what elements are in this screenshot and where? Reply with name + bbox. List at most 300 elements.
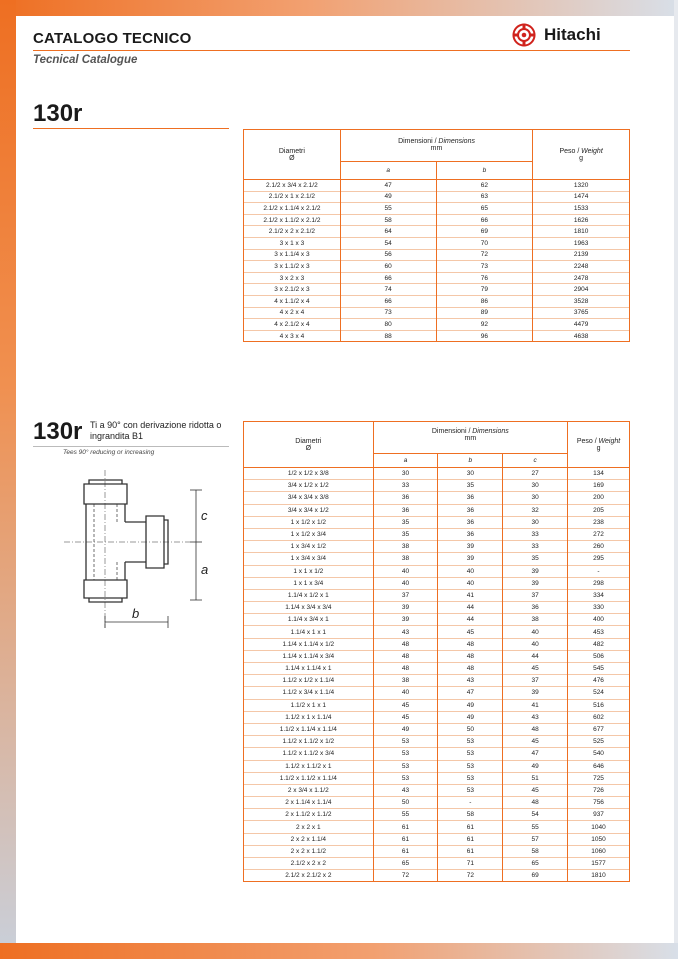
table-row: [244, 516, 630, 528]
value-cell: 58: [438, 809, 503, 821]
diameter-cell: 3/4 x 3/4 x 3/8: [244, 492, 374, 504]
value-cell: 2478: [533, 272, 630, 284]
value-cell: 41: [438, 589, 503, 601]
value-cell: 65: [436, 203, 533, 215]
diameter-cell: 1.1/2 x 1.1/2 x 1/2: [244, 736, 374, 748]
value-cell: 1577: [568, 858, 630, 870]
diameter-cell: 2.1/2 x 1 x 2.1/2: [244, 191, 341, 203]
value-cell: 49: [503, 760, 568, 772]
value-cell: 35: [373, 528, 438, 540]
diameter-cell: 1.1/2 x 1.1/4 x 1.1/4: [244, 723, 374, 735]
left-gradient-bar: [0, 0, 16, 959]
diameter-cell: 3 x 2 x 3: [244, 272, 341, 284]
value-cell: 298: [568, 577, 630, 589]
value-cell: 756: [568, 797, 630, 809]
table2-sub-c: c: [503, 454, 568, 468]
table-row: [244, 226, 630, 238]
diameter-cell: 1.1/4 x 1.1/4 x 3/4: [244, 650, 374, 662]
table1-header-weight: Peso / Weight g: [533, 130, 630, 180]
value-cell: 1060: [568, 845, 630, 857]
value-cell: 602: [568, 711, 630, 723]
value-cell: 36: [503, 602, 568, 614]
value-cell: 50: [373, 797, 438, 809]
value-cell: 61: [438, 833, 503, 845]
value-cell: 482: [568, 638, 630, 650]
value-cell: 39: [503, 577, 568, 589]
value-cell: 40: [503, 638, 568, 650]
value-cell: 33: [373, 480, 438, 492]
table2-sub-a: a: [373, 454, 438, 468]
diameter-cell: 2 x 1.1/2 x 1.1/2: [244, 809, 374, 821]
table1-sub-a: a: [340, 162, 436, 180]
value-cell: 30: [503, 480, 568, 492]
value-cell: 66: [340, 272, 436, 284]
value-cell: 27: [503, 468, 568, 480]
diameter-cell: 4 x 2.1/2 x 4: [244, 319, 341, 331]
value-cell: 45: [373, 699, 438, 711]
value-cell: 35: [503, 553, 568, 565]
value-cell: 72: [373, 870, 438, 882]
value-cell: 69: [436, 226, 533, 238]
value-cell: 506: [568, 650, 630, 662]
value-cell: 43: [373, 784, 438, 796]
value-cell: 646: [568, 760, 630, 772]
value-cell: 69: [503, 870, 568, 882]
diameter-cell: 1.1/2 x 1 x 1: [244, 699, 374, 711]
value-cell: 48: [438, 638, 503, 650]
value-cell: 54: [503, 809, 568, 821]
value-cell: 44: [438, 602, 503, 614]
catalog-subtitle: Tecnical Catalogue: [33, 54, 138, 66]
value-cell: 39: [503, 565, 568, 577]
value-cell: 60: [340, 261, 436, 273]
table-row: [244, 638, 630, 650]
value-cell: 53: [373, 760, 438, 772]
value-cell: 53: [373, 748, 438, 760]
value-cell: 71: [438, 858, 503, 870]
value-cell: 66: [436, 214, 533, 226]
value-cell: 32: [503, 504, 568, 516]
table-row: [244, 614, 630, 626]
table-row: [244, 602, 630, 614]
table1-sub-b: b: [436, 162, 533, 180]
value-cell: 89: [436, 307, 533, 319]
table-row: [244, 504, 630, 516]
value-cell: 1810: [568, 870, 630, 882]
value-cell: 476: [568, 675, 630, 687]
diameter-cell: 1.1/4 x 1/2 x 1: [244, 589, 374, 601]
table-row: [244, 711, 630, 723]
value-cell: 47: [503, 748, 568, 760]
table-row: [244, 237, 630, 249]
dimension-label-a: a: [201, 562, 209, 577]
table-row: [244, 480, 630, 492]
table-row: [244, 675, 630, 687]
value-cell: 53: [438, 784, 503, 796]
value-cell: 1320: [533, 180, 630, 192]
table-row: [244, 191, 630, 203]
diameter-cell: 1.1/4 x 1.1/4 x 1: [244, 663, 374, 675]
value-cell: 1963: [533, 237, 630, 249]
value-cell: 36: [373, 504, 438, 516]
value-cell: 4638: [533, 330, 630, 342]
value-cell: 76: [436, 272, 533, 284]
value-cell: 49: [373, 723, 438, 735]
value-cell: 35: [373, 516, 438, 528]
diameter-cell: 3 x 1.1/4 x 3: [244, 249, 341, 261]
value-cell: 1474: [533, 191, 630, 203]
value-cell: 1626: [533, 214, 630, 226]
diameter-cell: 3 x 1 x 3: [244, 237, 341, 249]
value-cell: 545: [568, 663, 630, 675]
value-cell: 66: [340, 295, 436, 307]
table-row: [244, 748, 630, 760]
value-cell: 48: [438, 650, 503, 662]
dimension-label-c: c: [201, 508, 208, 523]
value-cell: 2904: [533, 284, 630, 296]
value-cell: 540: [568, 748, 630, 760]
value-cell: 53: [438, 772, 503, 784]
diameter-cell: 2.1/2 x 2.1/2 x 2: [244, 870, 374, 882]
value-cell: 38: [373, 675, 438, 687]
value-cell: 30: [438, 468, 503, 480]
diameter-cell: 1.1/2 x 1 x 1.1/4: [244, 711, 374, 723]
value-cell: 48: [373, 650, 438, 662]
diameter-cell: 1.1/2 x 1.1/2 x 3/4: [244, 748, 374, 760]
value-cell: 40: [373, 687, 438, 699]
value-cell: 80: [340, 319, 436, 331]
table-row: [244, 553, 630, 565]
value-cell: 96: [436, 330, 533, 342]
value-cell: 1533: [533, 203, 630, 215]
header-divider: [33, 50, 630, 51]
value-cell: 40: [373, 565, 438, 577]
diameter-cell: 1/2 x 1/2 x 3/8: [244, 468, 374, 480]
value-cell: 55: [503, 821, 568, 833]
diameter-cell: 4 x 1.1/2 x 4: [244, 295, 341, 307]
table-row: [244, 261, 630, 273]
value-cell: 61: [373, 833, 438, 845]
table-row: [244, 330, 630, 342]
value-cell: 50: [438, 723, 503, 735]
value-cell: 61: [438, 845, 503, 857]
diameter-cell: 3 x 1.1/2 x 3: [244, 261, 341, 273]
value-cell: 37: [503, 675, 568, 687]
value-cell: 36: [373, 492, 438, 504]
value-cell: 61: [438, 821, 503, 833]
value-cell: 725: [568, 772, 630, 784]
value-cell: 36: [438, 528, 503, 540]
diameter-cell: 3 x 2.1/2 x 3: [244, 284, 341, 296]
value-cell: 88: [340, 330, 436, 342]
diameter-cell: 2.1/2 x 1.1/2 x 2.1/2: [244, 214, 341, 226]
value-cell: 45: [503, 736, 568, 748]
value-cell: 400: [568, 614, 630, 626]
diameter-cell: 2 x 2 x 1.1/2: [244, 845, 374, 857]
diameter-cell: 2 x 2 x 1: [244, 821, 374, 833]
table-row: [244, 214, 630, 226]
value-cell: 36: [438, 492, 503, 504]
diameter-cell: 1 x 1 x 3/4: [244, 577, 374, 589]
table-row: [244, 272, 630, 284]
value-cell: 48: [438, 663, 503, 675]
table-row: [244, 492, 630, 504]
value-cell: 39: [373, 614, 438, 626]
value-cell: 726: [568, 784, 630, 796]
table2-header-diametri: Diametri Ø: [244, 422, 374, 468]
section1-table: [243, 129, 630, 342]
value-cell: 41: [503, 699, 568, 711]
value-cell: 453: [568, 626, 630, 638]
value-cell: 39: [438, 541, 503, 553]
value-cell: 65: [373, 858, 438, 870]
table-row: [244, 589, 630, 601]
value-cell: 200: [568, 492, 630, 504]
value-cell: 334: [568, 589, 630, 601]
value-cell: 40: [373, 577, 438, 589]
diameter-cell: 4 x 2 x 4: [244, 307, 341, 319]
value-cell: 260: [568, 541, 630, 553]
table-row: [244, 468, 630, 480]
table-row: [244, 203, 630, 215]
value-cell: 58: [503, 845, 568, 857]
value-cell: 524: [568, 687, 630, 699]
value-cell: 44: [438, 614, 503, 626]
value-cell: 30: [373, 468, 438, 480]
section2-description-en: Tees 90° reducing or increasing: [63, 449, 155, 456]
diameter-cell: 2 x 1.1/4 x 1.1/4: [244, 797, 374, 809]
table-row: [244, 784, 630, 796]
value-cell: 48: [373, 663, 438, 675]
value-cell: 53: [373, 772, 438, 784]
value-cell: 3765: [533, 307, 630, 319]
table2-header-dimensions: Dimensioni / Dimensions mm: [373, 422, 567, 454]
table2-header-weight: Peso / Weight g: [568, 422, 630, 468]
value-cell: -: [568, 565, 630, 577]
value-cell: 55: [340, 203, 436, 215]
value-cell: 40: [438, 565, 503, 577]
table-row: [244, 797, 630, 809]
diameter-cell: 1.1/2 x 1/2 x 1.1/4: [244, 675, 374, 687]
diameter-cell: 4 x 3 x 4: [244, 330, 341, 342]
value-cell: 33: [503, 528, 568, 540]
section2-divider: [33, 446, 229, 447]
value-cell: 48: [503, 723, 568, 735]
value-cell: 53: [438, 760, 503, 772]
value-cell: 73: [436, 261, 533, 273]
value-cell: 39: [438, 553, 503, 565]
value-cell: 49: [438, 711, 503, 723]
diameter-cell: 1.1/4 x 1 x 1: [244, 626, 374, 638]
section1-divider: [33, 128, 229, 129]
table-row: [244, 833, 630, 845]
diameter-cell: 1.1/2 x 1.1/2 x 1: [244, 760, 374, 772]
value-cell: 58: [340, 214, 436, 226]
value-cell: 43: [438, 675, 503, 687]
top-gradient-bar: [0, 0, 678, 16]
table-row: [244, 626, 630, 638]
bottom-gradient-bar: [0, 943, 678, 959]
diameter-cell: 2.1/2 x 3/4 x 2.1/2: [244, 180, 341, 192]
section1-code: 130r: [33, 100, 83, 127]
value-cell: 61: [373, 845, 438, 857]
table-row: [244, 307, 630, 319]
table1-header-diametri: Diametri Ø: [244, 130, 341, 180]
value-cell: 45: [503, 784, 568, 796]
table-row: [244, 541, 630, 553]
diameter-cell: 1 x 1/2 x 3/4: [244, 528, 374, 540]
value-cell: 37: [373, 589, 438, 601]
value-cell: 1050: [568, 833, 630, 845]
diameter-cell: 2 x 2 x 1.1/4: [244, 833, 374, 845]
table-row: [244, 650, 630, 662]
value-cell: 57: [503, 833, 568, 845]
value-cell: 45: [503, 663, 568, 675]
value-cell: 86: [436, 295, 533, 307]
value-cell: 48: [373, 638, 438, 650]
diameter-cell: 2.1/2 x 2 x 2: [244, 858, 374, 870]
table-row: [244, 577, 630, 589]
value-cell: 55: [373, 809, 438, 821]
value-cell: 63: [436, 191, 533, 203]
diameter-cell: 1 x 3/4 x 1/2: [244, 541, 374, 553]
value-cell: 1810: [533, 226, 630, 238]
diameter-cell: 1.1/4 x 3/4 x 1: [244, 614, 374, 626]
catalog-title: CATALOGO TECNICO: [33, 30, 192, 47]
value-cell: 38: [503, 614, 568, 626]
value-cell: 73: [340, 307, 436, 319]
section2-description-it: Ti a 90° con derivazione ridotta o ingrandita B1: [90, 420, 222, 441]
diameter-cell: 2.1/2 x 2 x 2.1/2: [244, 226, 341, 238]
value-cell: 330: [568, 602, 630, 614]
value-cell: 40: [503, 626, 568, 638]
value-cell: 49: [438, 699, 503, 711]
table-row: [244, 699, 630, 711]
value-cell: 30: [503, 492, 568, 504]
table-row: [244, 809, 630, 821]
value-cell: 61: [373, 821, 438, 833]
table-row: [244, 284, 630, 296]
value-cell: 53: [373, 736, 438, 748]
value-cell: 2248: [533, 261, 630, 273]
value-cell: 169: [568, 480, 630, 492]
value-cell: 47: [340, 180, 436, 192]
value-cell: 3528: [533, 295, 630, 307]
diameter-cell: 1.1/2 x 1.1/2 x 1.1/4: [244, 772, 374, 784]
table-row: [244, 760, 630, 772]
table-row: [244, 858, 630, 870]
value-cell: 30: [503, 516, 568, 528]
diameter-cell: 1 x 1/2 x 1/2: [244, 516, 374, 528]
value-cell: 43: [373, 626, 438, 638]
diameter-cell: 1.1/2 x 3/4 x 1.1/4: [244, 687, 374, 699]
section2-table: [243, 421, 630, 882]
table-row: [244, 319, 630, 331]
value-cell: 39: [373, 602, 438, 614]
value-cell: 72: [436, 249, 533, 261]
table-row: [244, 821, 630, 833]
table-row: [244, 249, 630, 261]
tee-fitting-drawing: [64, 470, 214, 640]
diameter-cell: 2.1/2 x 1.1/4 x 2.1/2: [244, 203, 341, 215]
right-edge: [674, 0, 678, 959]
value-cell: 45: [373, 711, 438, 723]
table-row: [244, 528, 630, 540]
value-cell: 677: [568, 723, 630, 735]
value-cell: 36: [438, 504, 503, 516]
value-cell: 4479: [533, 319, 630, 331]
value-cell: 92: [436, 319, 533, 331]
value-cell: 65: [503, 858, 568, 870]
diameter-cell: 2 x 3/4 x 1.1/2: [244, 784, 374, 796]
value-cell: 1040: [568, 821, 630, 833]
value-cell: 48: [503, 797, 568, 809]
value-cell: 64: [340, 226, 436, 238]
diameter-cell: 3/4 x 1/2 x 1/2: [244, 480, 374, 492]
table-row: [244, 772, 630, 784]
value-cell: 53: [438, 736, 503, 748]
value-cell: 62: [436, 180, 533, 192]
value-cell: 70: [436, 237, 533, 249]
table-row: [244, 180, 630, 192]
value-cell: 38: [373, 553, 438, 565]
value-cell: 45: [438, 626, 503, 638]
diameter-cell: 1.1/4 x 3/4 x 3/4: [244, 602, 374, 614]
table2-sub-b: b: [438, 454, 503, 468]
dimension-label-b: b: [132, 606, 140, 621]
value-cell: 937: [568, 809, 630, 821]
value-cell: 43: [503, 711, 568, 723]
table-row: [244, 687, 630, 699]
table-row: [244, 565, 630, 577]
diameter-cell: 1 x 3/4 x 3/4: [244, 553, 374, 565]
value-cell: 205: [568, 504, 630, 516]
value-cell: 40: [438, 577, 503, 589]
brand-name: Hitachi: [544, 25, 601, 44]
table1-header-dimensions: Dimensioni / Dimensions mm: [340, 130, 532, 162]
value-cell: 238: [568, 516, 630, 528]
value-cell: 72: [438, 870, 503, 882]
diameter-cell: 1.1/4 x 1.1/4 x 1/2: [244, 638, 374, 650]
value-cell: 44: [503, 650, 568, 662]
value-cell: 49: [340, 191, 436, 203]
value-cell: 33: [503, 541, 568, 553]
table-row: [244, 736, 630, 748]
section2-code: 130r: [33, 418, 83, 445]
table-row: [244, 870, 630, 882]
table-row: [244, 845, 630, 857]
value-cell: 36: [438, 516, 503, 528]
value-cell: 2139: [533, 249, 630, 261]
table-row: [244, 295, 630, 307]
value-cell: 39: [503, 687, 568, 699]
hitachi-logo-icon: [512, 23, 536, 47]
value-cell: 272: [568, 528, 630, 540]
value-cell: 79: [436, 284, 533, 296]
value-cell: 516: [568, 699, 630, 711]
value-cell: 525: [568, 736, 630, 748]
value-cell: 37: [503, 589, 568, 601]
table-row: [244, 723, 630, 735]
value-cell: 38: [373, 541, 438, 553]
value-cell: 47: [438, 687, 503, 699]
diameter-cell: 3/4 x 3/4 x 1/2: [244, 504, 374, 516]
table-row: [244, 663, 630, 675]
value-cell: -: [438, 797, 503, 809]
value-cell: 74: [340, 284, 436, 296]
hitachi-logo: [512, 24, 601, 46]
value-cell: 295: [568, 553, 630, 565]
